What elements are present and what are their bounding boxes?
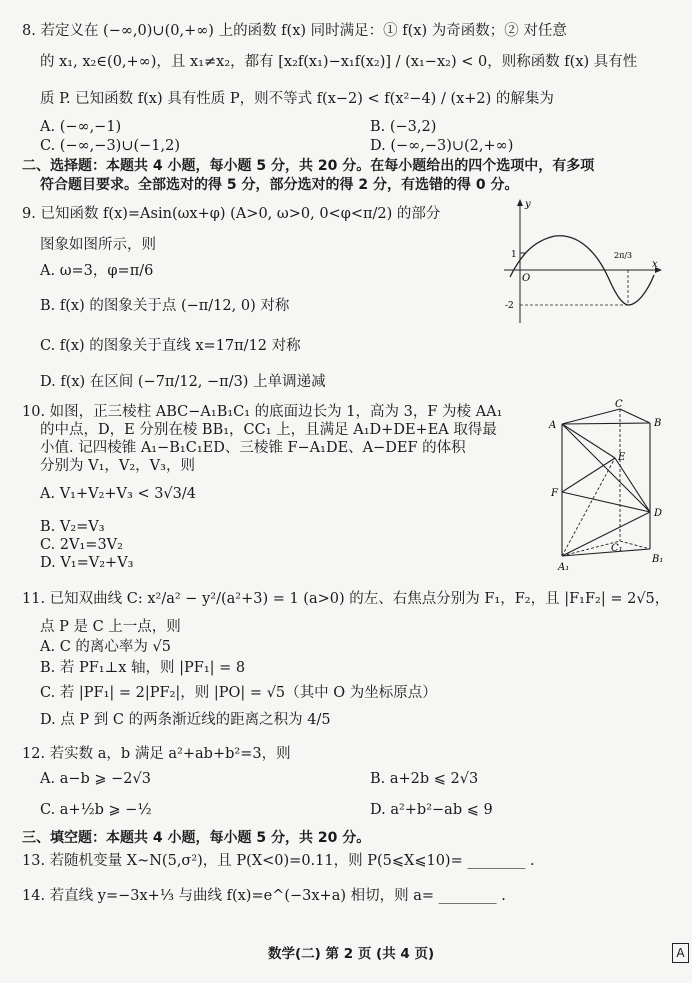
- point-d: D: [654, 508, 663, 519]
- q9-option-d: D. f(x) 在区间 (−7π/12, −π/3) 上单调递减: [40, 374, 326, 390]
- q11-option-d: D. 点 P 到 C 的两条渐近线的距离之积为 4/5: [40, 712, 331, 728]
- point-e: E: [618, 452, 626, 463]
- q8-line1: 8. 若定义在 (−∞,0)∪(0,+∞) 上的函数 f(x) 同时满足：① f(x) 为奇函数；② 对任意: [22, 23, 567, 39]
- graph-y-label: y: [525, 199, 531, 210]
- q11-line2: 点 P 是 C 上一点，则: [40, 619, 181, 635]
- vertex-a1: A₁: [558, 562, 570, 573]
- vertex-b: B: [654, 418, 662, 429]
- q12-option-b: B. a+2b ⩽ 2√3: [370, 771, 479, 787]
- q8-option-d: D. (−∞,−3)∪(2,+∞): [370, 138, 514, 154]
- q9-option-b: B. f(x) 的图象关于点 (−π/12, 0) 对称: [40, 298, 290, 314]
- q9-line1: 9. 已知函数 f(x)=Asin(ωx+φ) (A>0, ω>0, 0<φ<π/2) 的部分: [22, 206, 441, 222]
- q10-line2: 的中点，D，E 分别在棱 BB₁，CC₁ 上，且满足 A₁D+DE+EA 取得最: [40, 422, 497, 438]
- section2-heading-line2: 符合题目要求。全部选对的得 5 分，部分选对的得 2 分，有选错的得 0 分。: [40, 177, 519, 193]
- vertex-a: A: [549, 420, 557, 431]
- q8-option-a: A. (−∞,−1): [40, 119, 122, 135]
- q8-line2: 的 x₁, x₂∈(0,+∞)，且 x₁≠x₂，都有 [x₂f(x₁)−x₁f(x₂)] / (x₁−x₂) < 0，则称函数 f(x) 具有性: [40, 54, 638, 70]
- q11-option-c: C. 若 |PF₁| = 2|PF₂|，则 |PO| = √5（其中 O 为坐标原点）: [40, 685, 437, 701]
- q11-option-b: B. 若 PF₁⊥x 轴，则 |PF₁| = 8: [40, 660, 246, 676]
- q10-line3: 小值. 记四棱锥 A₁−B₁C₁ED、三棱锥 F−A₁DE、A−DEF 的体积: [40, 440, 466, 456]
- q11-line1: 11. 已知双曲线 C: x²/a² − y²/(a²+3) = 1 (a>0) 的左、右焦点分别为 F₁，F₂，且 |F₁F₂| = 2√5，: [22, 591, 670, 607]
- q8-option-b: B. (−3,2): [370, 119, 437, 135]
- graph-origin-label: O: [522, 273, 531, 284]
- q11-option-a: A. C 的离心率为 √5: [40, 639, 171, 655]
- graph-x-label: x: [652, 259, 658, 270]
- section3-heading: 三、填空题：本题共 4 小题，每小题 5 分，共 20 分。: [22, 830, 371, 846]
- q12-option-d: D. a²+b²−ab ⩽ 9: [370, 802, 493, 818]
- q9-line2: 图象如图所示，则: [40, 237, 156, 253]
- q10-line1: 10. 如图，正三棱柱 ABC−A₁B₁C₁ 的底面边长为 1，高为 3，F 为棱 AA₁: [22, 404, 503, 420]
- q8-line3: 质 P. 已知函数 f(x) 具有性质 P，则不等式 f(x−2) < f(x²−4) / (x+2) 的解集为: [40, 91, 554, 107]
- point-f: F: [551, 488, 558, 499]
- q8-option-c: C. (−∞,−3)∪(−1,2): [40, 138, 180, 154]
- q9-option-a: A. ω=3，φ=π/6: [40, 263, 154, 279]
- vertex-b1: B₁: [652, 554, 664, 565]
- vertex-c1: C₁: [611, 543, 623, 554]
- q10-line4: 分别为 V₁，V₂，V₃，则: [40, 458, 195, 474]
- q10-option-c: C. 2V₁=3V₂: [40, 537, 123, 553]
- q10-option-b: B. V₂=V₃: [40, 519, 105, 535]
- q14-line: 14. 若直线 y=−3x+⅓ 与曲线 f(x)=e^(−3x+a) 相切，则 a= ________ .: [22, 888, 506, 904]
- page-footer: 数学(二) 第 2 页 (共 4 页): [268, 946, 435, 962]
- q13-line: 13. 若随机变量 X~N(5,σ²)，且 P(X<0)=0.11，则 P(5⩽X⩽10)= ________ .: [22, 853, 535, 869]
- q12-option-a: A. a−b ⩾ −2√3: [40, 771, 151, 787]
- vertex-c: C: [615, 399, 623, 410]
- q12-line1: 12. 若实数 a，b 满足 a²+ab+b²=3，则: [22, 746, 291, 762]
- q9-sine-graph: [500, 195, 665, 330]
- paper-version-box: A: [672, 943, 689, 963]
- graph-tick-1: 1: [511, 250, 517, 260]
- section2-heading-line1: 二、选择题：本题共 4 小题，每小题 5 分，共 20 分。在每小题给出的四个选项中，有多项: [22, 158, 595, 174]
- q10-option-d: D. V₁=V₂+V₃: [40, 555, 134, 571]
- y-axis-arrow: [517, 199, 523, 206]
- graph-tick-minus2: -2: [505, 301, 514, 311]
- graph-tick-2pi-3: 2π/3: [614, 251, 633, 260]
- q12-option-c: C. a+½b ⩾ −½: [40, 802, 152, 818]
- q9-option-c: C. f(x) 的图象关于直线 x=17π/12 对称: [40, 338, 301, 354]
- q10-option-a: A. V₁+V₂+V₃ < 3√3/4: [40, 486, 197, 502]
- q10-prism-figure: [548, 398, 676, 574]
